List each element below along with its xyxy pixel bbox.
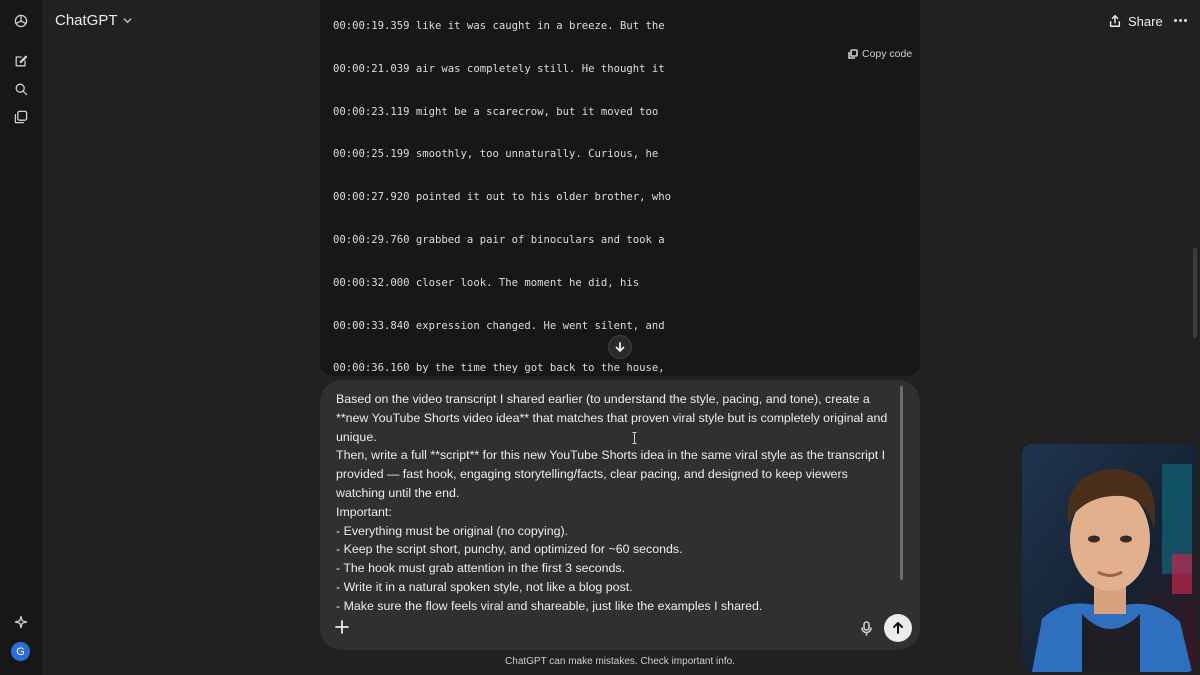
- page-scrollbar[interactable]: [1193, 248, 1197, 338]
- copy-code-button[interactable]: [848, 48, 912, 60]
- disclaimer: ChatGPT can make mistakes. Check important info.: [505, 656, 735, 667]
- arrow-down-icon: [614, 341, 626, 353]
- code-content: [333, 0, 671, 376]
- prompt-line: - Everything must be original (no copying).: [336, 523, 569, 538]
- more-icon[interactable]: [1172, 12, 1188, 28]
- prompt-line: - Write it in a natural spoken style, not like a blog post.: [336, 579, 633, 594]
- webcam-overlay: [1022, 444, 1197, 672]
- avatar[interactable]: G: [11, 642, 30, 661]
- code-line: 00:00:29.760 grabbed a pair of binoculars and took a: [333, 233, 665, 246]
- code-block: [320, 0, 920, 376]
- add-attachment-button[interactable]: [334, 619, 350, 635]
- prompt-line: Important:: [336, 504, 392, 519]
- plus-icon: [335, 620, 349, 634]
- code-line: 00:00:23.119 might be a scarecrow, but it moved too: [333, 105, 659, 118]
- new-chat-icon[interactable]: [11, 51, 31, 71]
- code-line: 00:00:19.359 like it was caught in a breeze. But the: [333, 20, 665, 32]
- prompt-line: - Keep the script short, punchy, and optimized for ~60 seconds.: [336, 542, 683, 557]
- prompt-line: Then, write a full **script** for this new YouTube Shorts idea in the same viral style as the transcript I provided — fast hook, engaging storytelling/facts, clear pacing, and designed to keep viewers watching until the end.: [336, 448, 886, 500]
- sparkle-icon[interactable]: [11, 612, 31, 632]
- composer-scrollbar[interactable]: [900, 386, 903, 580]
- code-line: 00:00:32.000 closer look. The moment he did, his: [333, 276, 640, 289]
- mic-icon: [860, 621, 873, 636]
- chevron-down-icon: [122, 15, 133, 26]
- app-title: ChatGPT: [55, 12, 118, 29]
- openai-logo-icon[interactable]: [11, 11, 31, 31]
- prompt-line: - The hook must grab attention in the first 3 seconds.: [336, 561, 626, 576]
- library-icon[interactable]: [11, 107, 31, 127]
- prompt-composer[interactable]: [320, 380, 920, 650]
- voice-input-button[interactable]: [858, 619, 874, 637]
- text-cursor-icon: [632, 431, 637, 443]
- code-line: 00:00:36.160 by the time they got back to the house,: [333, 362, 665, 375]
- arrow-up-icon: [891, 621, 905, 635]
- sidebar-rail: [0, 0, 42, 675]
- prompt-line: Based on the video transcript I shared earlier (to understand the style, pacing, and tone), create a **new YouTube Shorts video idea** that matches that proven viral style but is completely original and unique.: [336, 392, 888, 444]
- code-line: 00:00:21.039 air was completely still. He thought it: [333, 62, 665, 75]
- copy-code-label: Copy code: [862, 48, 913, 60]
- copy-icon: [848, 49, 858, 59]
- code-line: 00:00:25.199 smoothly, too unnaturally. Curious, he: [333, 148, 659, 161]
- share-label: Share: [1128, 13, 1163, 29]
- prompt-line: - Make sure the flow feels viral and shareable, just like the examples I shared.: [336, 598, 763, 612]
- prompt-textarea[interactable]: [336, 390, 898, 612]
- share-icon: [1108, 14, 1122, 28]
- send-button[interactable]: [884, 614, 912, 642]
- code-line: 00:00:33.840 expression changed. He went silent, and: [333, 319, 665, 332]
- search-icon[interactable]: [11, 79, 31, 99]
- presenter-portrait: [1022, 444, 1197, 672]
- scroll-to-bottom-button[interactable]: [608, 335, 632, 359]
- share-button[interactable]: [1108, 11, 1163, 31]
- model-selector[interactable]: [55, 12, 133, 29]
- code-line: 00:00:27.920 pointed it out to his older brother, who: [333, 191, 672, 204]
